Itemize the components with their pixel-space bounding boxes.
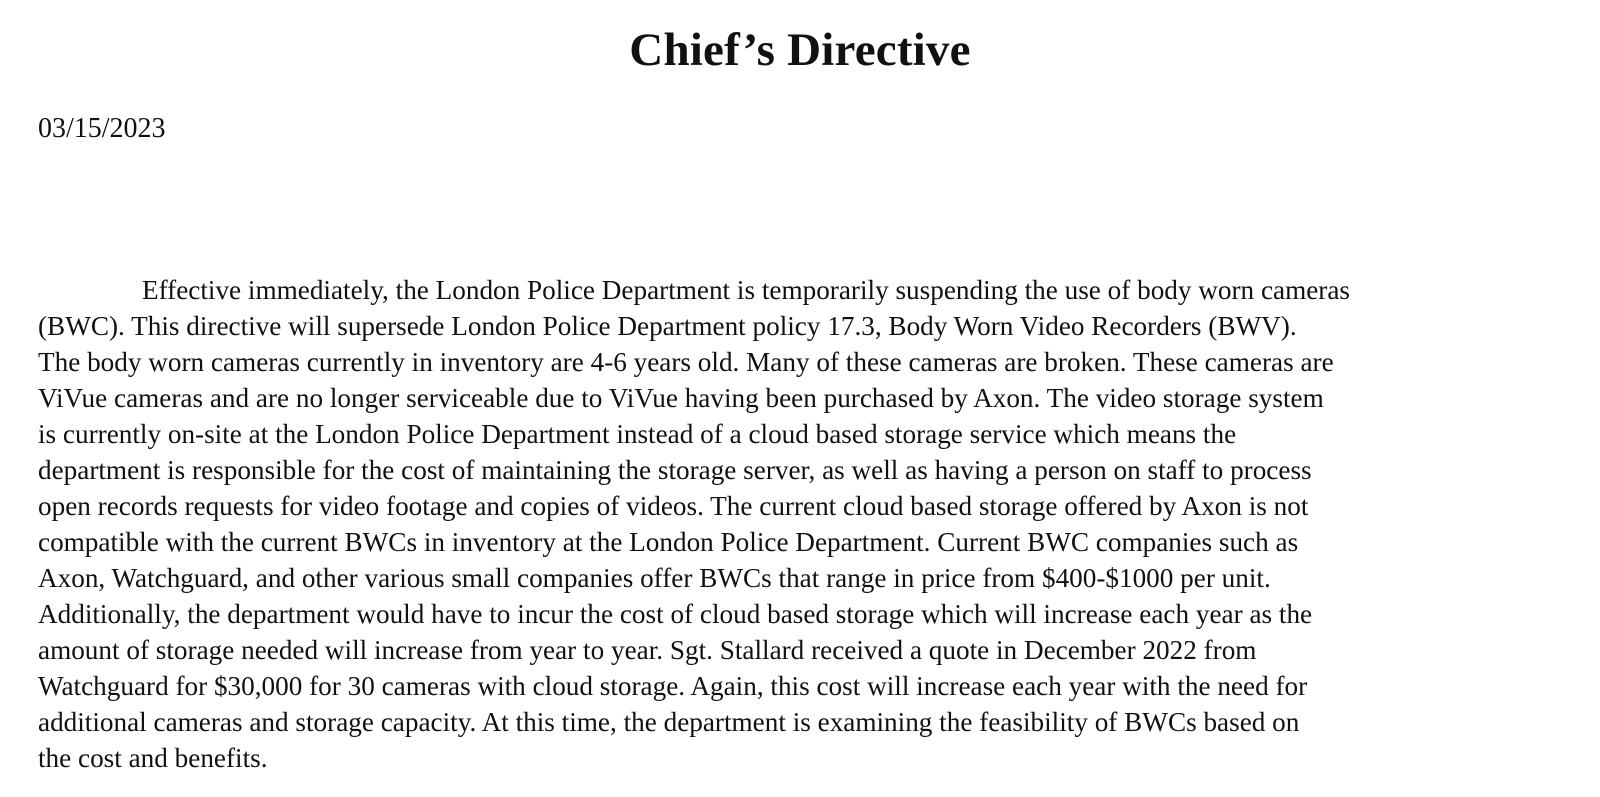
paragraph-line: Watchguard for $30,000 for 30 cameras with cloud storage. Again, this cost will increase each year with the need for [38, 671, 1308, 701]
paragraph-line: Effective immediately, the London Police Department is temporarily suspending the use of body worn cameras [142, 275, 1350, 305]
paragraph-line: is currently on-site at the London Police Department instead of a cloud based storage service which means the [38, 419, 1237, 449]
paragraph-line: compatible with the current BWCs in inventory at the London Police Department. Current BWC companies such as [38, 527, 1299, 557]
paragraph-line: Axon, Watchguard, and other various small companies offer BWCs that range in price from $400-$1000 per unit. [38, 563, 1271, 593]
paragraph-line: Additionally, the department would have to incur the cost of cloud based storage which will increase each year as the [38, 599, 1313, 629]
document-date: 03/15/2023 [38, 113, 166, 144]
paragraph-line: (BWC). This directive will supersede London Police Department policy 17.3, Body Worn Video Recorders (BWV). [38, 311, 1297, 341]
paragraph-line: the cost and benefits. [38, 743, 268, 773]
paragraph-line: The body worn cameras currently in inventory are 4-6 years old. Many of these cameras are broken. These cameras are [38, 347, 1334, 377]
paragraph-line: department is responsible for the cost of maintaining the storage server, as well as having a person on staff to process [38, 455, 1312, 485]
directive-paragraph [38, 272, 1568, 776]
document-title: Chief’s Directive [629, 24, 971, 76]
paragraph-line: ViVue cameras and are no longer serviceable due to ViVue having been purchased by Axon. The video storage system [38, 383, 1324, 413]
paragraph-line: open records requests for video footage and copies of videos. The current cloud based storage offered by Axon is not [38, 491, 1309, 521]
paragraph-line: amount of storage needed will increase from year to year. Sgt. Stallard received a quote in December 2022 from [38, 635, 1257, 665]
paragraph-line: additional cameras and storage capacity. At this time, the department is examining the feasibility of BWCs based on [38, 707, 1300, 737]
